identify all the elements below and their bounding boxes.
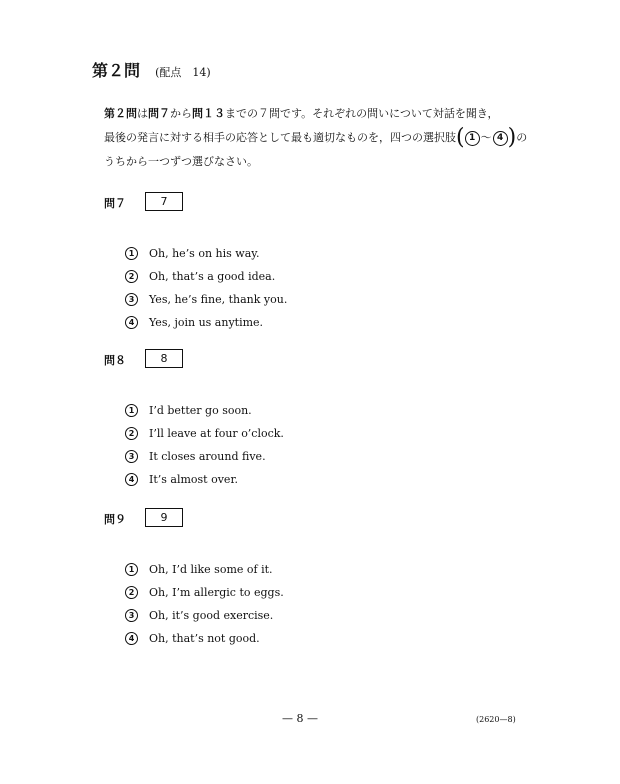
- choice-text: Yes, he’s fine, thank you.: [149, 293, 288, 306]
- instructions-line-2: [104, 126, 534, 150]
- circled-number-icon: 1: [125, 404, 138, 417]
- choice-option[interactable]: [125, 269, 425, 287]
- instructions-text: から: [170, 107, 192, 120]
- circled-number-icon: 2: [125, 270, 138, 283]
- choice-text: It closes around five.: [149, 450, 266, 463]
- choice-option[interactable]: [125, 631, 425, 649]
- circled-number-icon: 3: [125, 609, 138, 622]
- choice-text: Oh, that’s not good.: [149, 632, 260, 645]
- choice-option[interactable]: [125, 246, 425, 264]
- choice-text: Oh, I’m allergic to eggs.: [149, 586, 284, 599]
- choice-option[interactable]: [125, 472, 425, 490]
- instructions-text: は: [137, 107, 148, 120]
- question-label: 問７: [104, 197, 126, 210]
- instructions-question-start: 問７: [148, 107, 170, 120]
- section-heading: [92, 58, 211, 81]
- choice-text: Oh, he’s on his way.: [149, 247, 260, 260]
- instructions-section-ref: 第２問: [104, 107, 137, 120]
- question-label: 問９: [104, 513, 126, 526]
- instructions-text: 最後の発言に対する相手の応答として最も適切なものを，四つの選択肢: [104, 131, 456, 144]
- choice-option[interactable]: [125, 426, 425, 444]
- question-label: 問８: [104, 354, 126, 367]
- section-points: (配点 14): [155, 66, 211, 79]
- circled-number-icon: 1: [465, 131, 480, 146]
- page-number: — 8 —: [282, 712, 318, 725]
- choice-option[interactable]: [125, 562, 425, 580]
- open-paren: (: [456, 125, 465, 150]
- close-paren: ): [507, 125, 517, 150]
- instructions: [104, 102, 534, 174]
- choice-option[interactable]: [125, 315, 425, 333]
- section-title: 第２問: [92, 61, 141, 80]
- circled-number-icon: 1: [125, 563, 138, 576]
- choice-option[interactable]: [125, 608, 425, 626]
- choice-range: [456, 126, 516, 150]
- circled-number-icon: 3: [125, 450, 138, 463]
- answer-box[interactable]: 9: [145, 508, 183, 527]
- answer-box[interactable]: 7: [145, 192, 183, 211]
- instructions-text: の: [516, 131, 528, 144]
- circled-number-icon: 1: [125, 247, 138, 260]
- answer-box[interactable]: 8: [145, 349, 183, 368]
- choice-text: Yes, join us anytime.: [149, 316, 264, 329]
- instructions-text: までの７問です。それぞれの問いについて対話を聞き，: [225, 107, 499, 120]
- choice-text: I’d better go soon.: [149, 404, 252, 417]
- circled-number-icon: 3: [125, 293, 138, 306]
- circled-number-icon: 2: [125, 586, 138, 599]
- choice-option[interactable]: [125, 292, 425, 310]
- choice-text: Oh, I’d like some of it.: [149, 563, 273, 576]
- circled-number-icon: 4: [125, 316, 138, 329]
- instructions-line-1: [104, 102, 534, 126]
- instructions-question-end: 問１３: [192, 107, 225, 120]
- circled-number-icon: 2: [125, 427, 138, 440]
- choice-option[interactable]: [125, 585, 425, 603]
- circled-number-icon: 4: [493, 131, 508, 146]
- range-tilde: ～: [480, 131, 492, 144]
- choice-option[interactable]: [125, 403, 425, 421]
- choice-option[interactable]: [125, 449, 425, 467]
- choice-text: It’s almost over.: [149, 473, 238, 486]
- choice-text: I’ll leave at four o’clock.: [149, 427, 284, 440]
- choice-text: Oh, it’s good exercise.: [149, 609, 274, 622]
- circled-number-icon: 4: [125, 632, 138, 645]
- instructions-line-3: うちから一つずつ選びなさい。: [104, 155, 258, 168]
- document-code: (2620—8): [476, 715, 516, 724]
- circled-number-icon: 4: [125, 473, 138, 486]
- choice-text: Oh, that’s a good idea.: [149, 270, 276, 283]
